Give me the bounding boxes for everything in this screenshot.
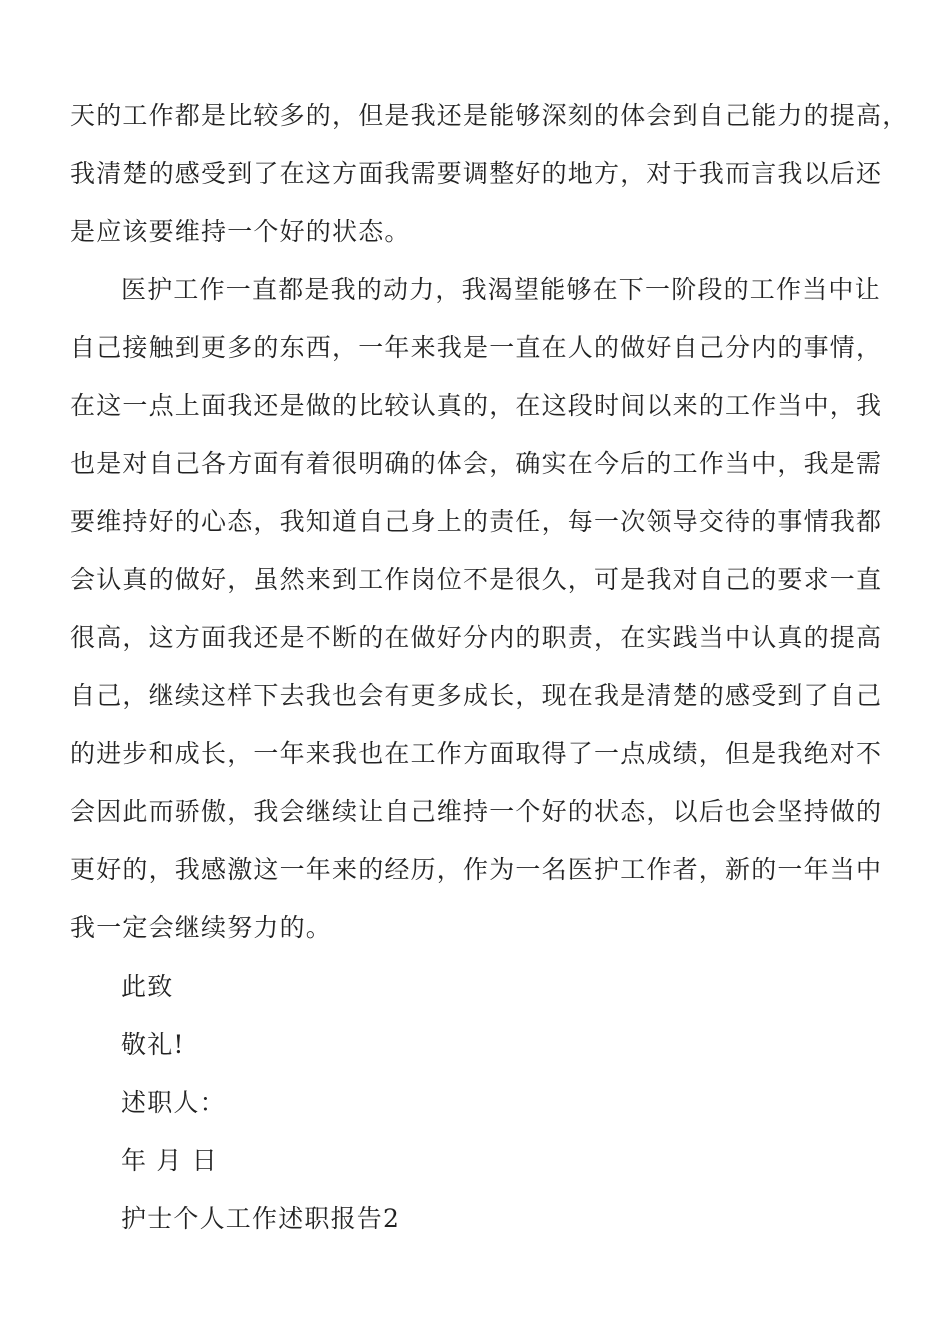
paragraph-first-line: 医护工作一直都是我的动力，我渴望能够在下一阶段的工作当中让 bbox=[121, 275, 881, 304]
body-line: 的进步和成长，一年来我也在工作方面取得了一点成绩，但是我绝对不 bbox=[70, 739, 883, 768]
body-line: 要维持好的心态，我知道自己身上的责任，每一次领导交待的事情我都 bbox=[70, 507, 883, 536]
body-line: 我一定会继续努力的。 bbox=[70, 913, 333, 942]
next-report-title: 护士个人工作述职报告2 bbox=[121, 1204, 401, 1233]
body-line: 自己接触到更多的东西，一年来我是一直在人的做好自己分内的事情， bbox=[70, 333, 883, 362]
body-line: 是应该要维持一个好的状态。 bbox=[70, 217, 411, 246]
body-line: 会因此而骄傲，我会继续让自己维持一个好的状态，以后也会坚持做的 bbox=[70, 797, 883, 826]
body-line: 也是对自己各方面有着很明确的体会，确实在今后的工作当中，我是需 bbox=[70, 449, 883, 478]
closing-date: 年 月 日 bbox=[121, 1146, 218, 1175]
body-line: 会认真的做好，虽然来到工作岗位不是很久，可是我对自己的要求一直 bbox=[70, 565, 883, 594]
closing-salutation: 此致 bbox=[121, 972, 174, 1001]
body-line: 很高，这方面我还是不断的在做好分内的职责，在实践当中认真的提高 bbox=[70, 623, 883, 652]
body-line: 天的工作都是比较多的，但是我还是能够深刻的体会到自己能力的提高， bbox=[70, 101, 909, 130]
body-line: 更好的，我感激这一年来的经历，作为一名医护工作者，新的一年当中 bbox=[70, 855, 883, 884]
body-line: 自己，继续这样下去我也会有更多成长，现在我是清楚的感受到了自己 bbox=[70, 681, 883, 710]
closing-respect: 敬礼! bbox=[121, 1030, 185, 1059]
body-line: 我清楚的感受到了在这方面我需要调整好的地方，对于我而言我以后还 bbox=[70, 159, 883, 188]
closing-signer: 述职人： bbox=[121, 1088, 226, 1117]
body-line: 在这一点上面我还是做的比较认真的，在这段时间以来的工作当中，我 bbox=[70, 391, 883, 420]
